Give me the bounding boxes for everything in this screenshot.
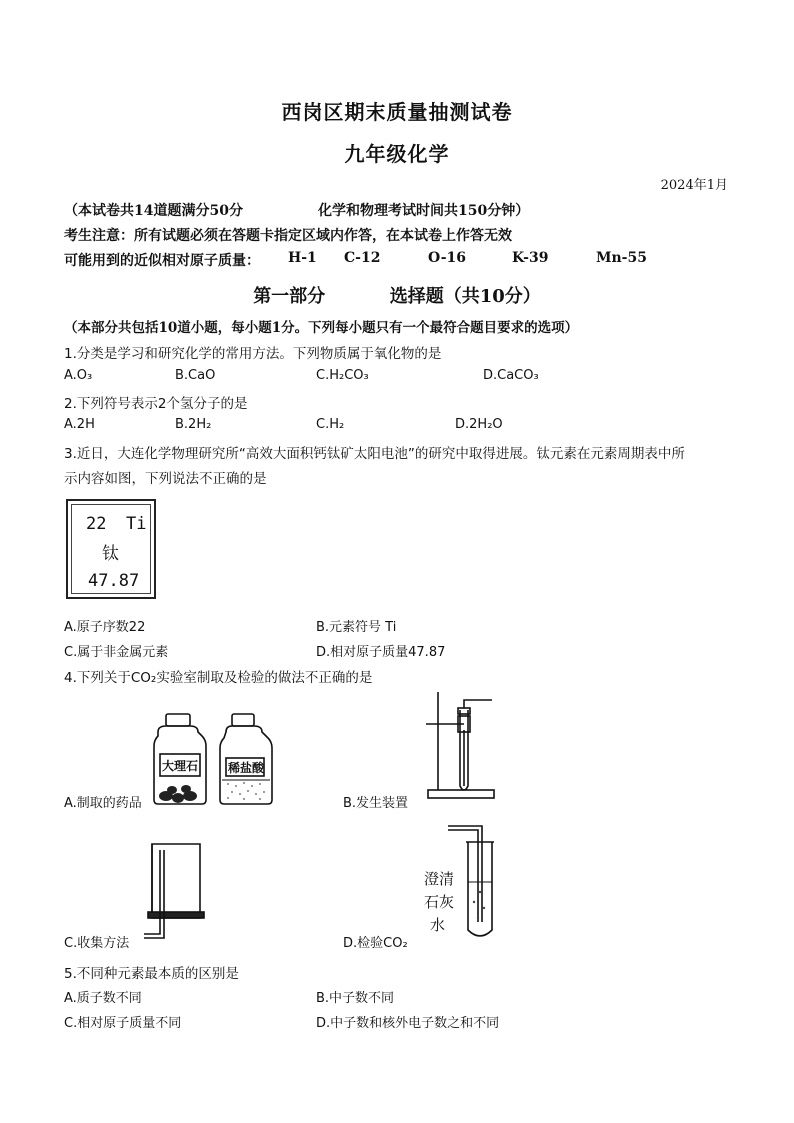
part1-title-b: 选择题（共10分） (389, 286, 541, 307)
q2-option-c: C.H₂ (316, 417, 345, 432)
exam-subtitle: 九年级化学 (344, 142, 450, 166)
mass-o: O-16 (428, 250, 467, 266)
exam-date: 2024年1月 (660, 178, 728, 193)
element-name: 钛 (102, 544, 119, 564)
q3-stem-line2: 示内容如图，下列说法不正确的是 (64, 471, 267, 487)
mass-label: 可能用到的近似相对原子质量： (64, 253, 260, 269)
bottle2-label: 稀盐酸 (228, 761, 265, 775)
q4-option-d: D.检验CO₂ (343, 936, 408, 951)
limewater-label-3: 水 (430, 916, 446, 934)
mass-k: K-39 (512, 250, 549, 266)
q3-option-c: C.属于非金属元素 (64, 645, 169, 660)
q5-option-c: C.相对原子质量不同 (64, 1016, 182, 1031)
element-mass: 47.87 (88, 571, 140, 591)
q1-option-d: D.CaCO₃ (483, 368, 539, 383)
gas-collection-illustration (138, 842, 214, 942)
exam-title: 西岗区期末质量抽测试卷 (281, 100, 513, 124)
q4-stem: 4.下列关于CO₂实验室制取及检验的做法不正确的是 (64, 670, 373, 686)
mass-mn: Mn-55 (596, 250, 647, 266)
q5-option-b: B.中子数不同 (316, 991, 395, 1006)
q2-option-b: B.2H₂ (175, 417, 212, 432)
q4-option-c: C.收集方法 (64, 936, 130, 951)
q3-option-b: B.元素符号 Ti (316, 620, 397, 635)
q1-option-a: A.O₃ (64, 368, 93, 383)
q2-option-d: D.2H₂O (455, 417, 503, 432)
q1-option-b: B.CaO (175, 368, 216, 383)
q3-stem-line1: 3.近日，大连化学物理研究所“高效大面积钙钛矿太阳电池”的研究中取得进展。钛元素在元素周期表中所 (64, 446, 685, 462)
instruction-line1b: 化学和物理考试时间共150分钟） (318, 203, 530, 219)
q3-option-d: D.相对原子质量47.87 (316, 645, 446, 660)
q2-option-a: A.2H (64, 417, 95, 432)
mass-h: H-1 (288, 250, 317, 266)
part1-title-a: 第一部分 (253, 286, 326, 307)
part1-note: （本部分共包括10道小题，每小题1分。下列每小题只有一个最符合题目要求的选项） (64, 320, 579, 336)
mass-c: C-12 (344, 250, 381, 266)
q5-option-a: A.质子数不同 (64, 991, 142, 1006)
bottle1-label: 大理石 (162, 759, 199, 773)
q1-option-c: C.H₂CO₃ (316, 368, 369, 383)
q4-option-a: A.制取的药品 (64, 796, 142, 811)
limewater-label-1: 澄清 (424, 870, 455, 888)
instruction-line2: 考生注意：所有试题必须在答题卡指定区域内作答，在本试卷上作答无效 (64, 228, 512, 244)
titanium-element-card (66, 499, 156, 599)
q2-stem: 2.下列符号表示2个氢分子的是 (64, 396, 248, 412)
q1-stem: 1.分类是学习和研究化学的常用方法。下列物质属于氧化物的是 (64, 346, 442, 362)
limewater-label-2: 石灰 (424, 893, 455, 911)
q4-option-b: B.发生装置 (343, 796, 409, 811)
q3-option-a: A.原子序数22 (64, 620, 146, 635)
gas-generator-illustration (420, 690, 502, 802)
element-symbol: Ti (126, 514, 147, 534)
element-number: 22 (86, 514, 107, 534)
instruction-line1a: （本试卷共14道题满分50分 (64, 203, 243, 219)
part1-title (0, 282, 794, 308)
q5-option-d: D.中子数和核外电子数之和不同 (316, 1016, 500, 1031)
q5-stem: 5.不同种元素最本质的区别是 (64, 966, 239, 982)
